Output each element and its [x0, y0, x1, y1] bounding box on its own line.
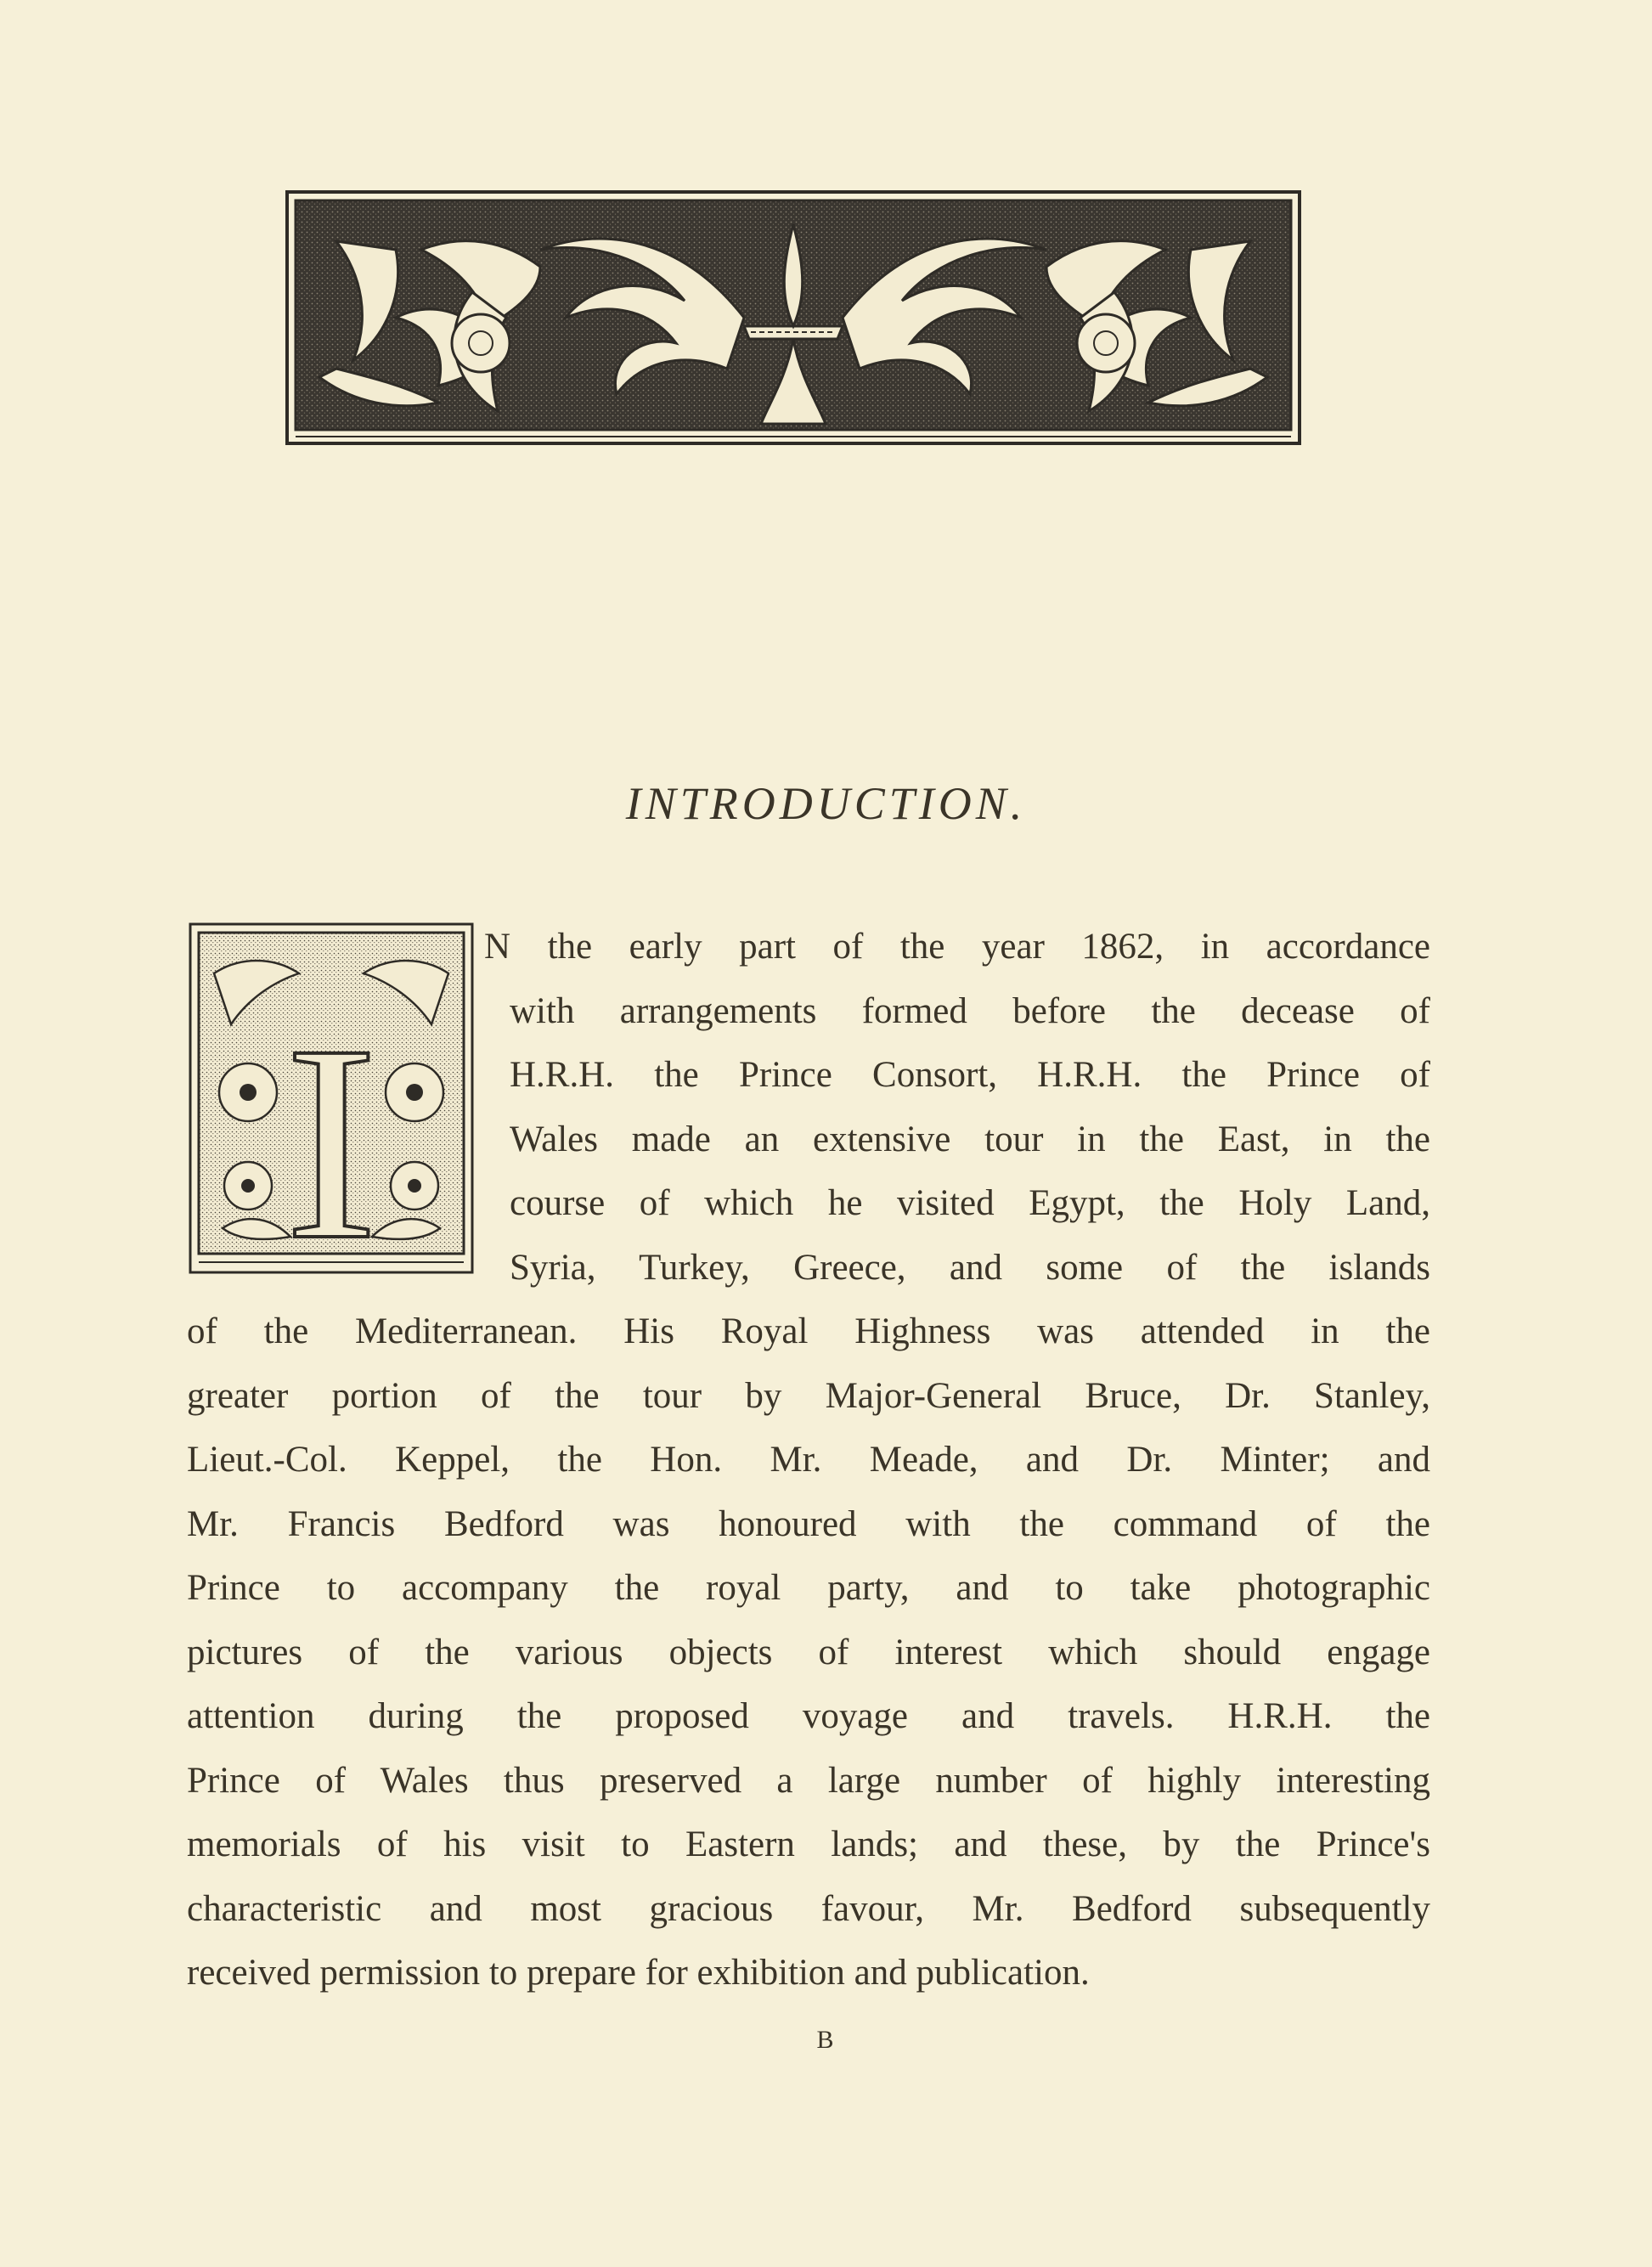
ornamental-headpiece [285, 190, 1301, 445]
text-line: Mr. Francis Bedford was honoured with the command of the [187, 1503, 1430, 1544]
text-line: Wales made an extensive tour in the East, in the [510, 1119, 1430, 1159]
text-line: received permission to prepare for exhibition and publication. [187, 1953, 1090, 1993]
body-paragraph [187, 915, 1430, 2005]
text-line: Lieut.-Col. Keppel, the Hon. Mr. Meade, and Dr. Minter; and [187, 1440, 1430, 1480]
signature-mark: B [816, 2026, 836, 2054]
text-line: with arrangements formed before the decease of [510, 990, 1430, 1031]
text-line: characteristic and most gracious favour, Mr. Bedford subsequently [187, 1888, 1430, 1929]
text-line: pictures of the various objects of interest which should engage [187, 1632, 1430, 1672]
text-line: course of which he visited Egypt, the Holy Land, [510, 1183, 1430, 1223]
dropcap-letter: I [285, 988, 378, 1276]
text-line: Prince to accompany the royal party, and to take photographic [187, 1568, 1430, 1608]
text-line: Prince of Wales thus preserved a large number of highly interesting [187, 1760, 1430, 1801]
floral-scroll-ornament-icon [285, 190, 1301, 445]
text-line: H.R.H. the Prince Consort, H.R.H. the Prince of [510, 1055, 1430, 1095]
text-line: N the early part of the year 1862, in accordance [484, 927, 1430, 967]
text-line: attention during the proposed voyage and travels. H.R.H. the [187, 1696, 1430, 1736]
page-title: INTRODUCTION. [625, 778, 1027, 829]
text-line: greater portion of the tour by Major-General Bruce, Dr. Stanley, [187, 1375, 1430, 1416]
text-line: of the Mediterranean. His Royal Highness was attended in the [187, 1311, 1430, 1351]
text-line: Syria, Turkey, Greece, and some of the islands [510, 1247, 1430, 1288]
text-line: memorials of his visit to Eastern lands; and these, by the Prince's [187, 1824, 1430, 1864]
